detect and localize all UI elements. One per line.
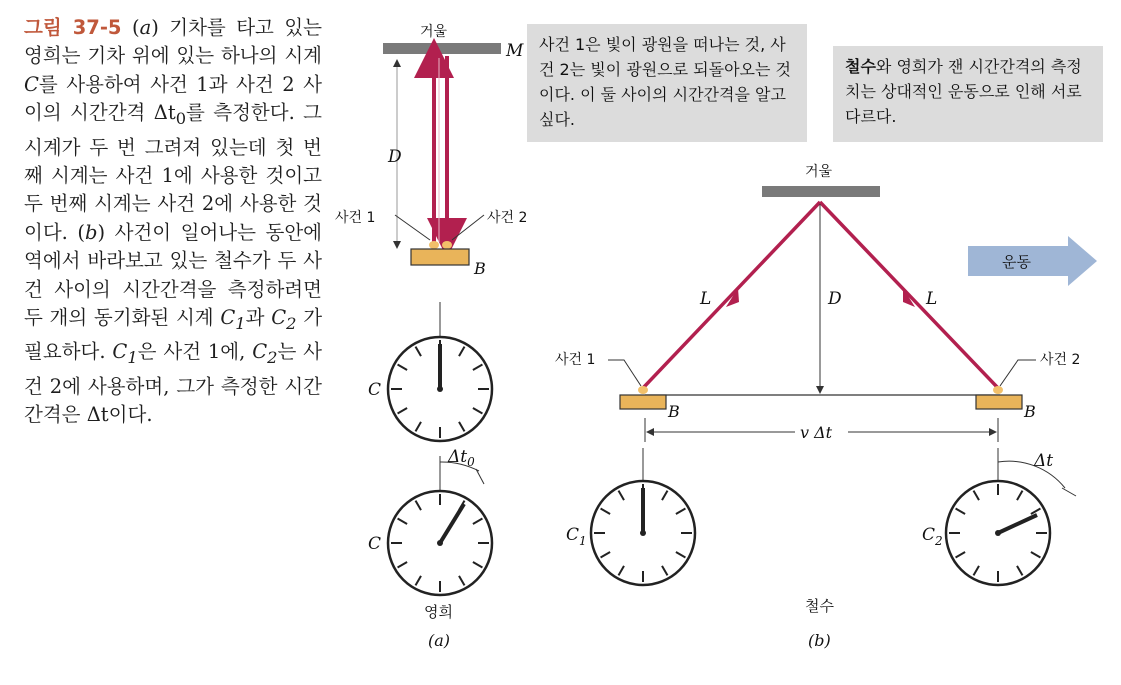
motion-label: 운동 [1002,253,1031,271]
diagram-b [555,163,1097,650]
caption-c2b: $C_2$ [252,340,278,368]
note-events: 사건 1은 빛이 광원을 떠나는 것, 사건 2는 빛이 광원으로 되돌아오는 것이다. 이 둘 사이의 시간간격을 알고 싶다. [527,24,807,142]
source-block-b2 [976,395,1022,409]
light-path-right [820,202,998,388]
note-bold-word: 철수 [845,57,876,76]
light-path-left [643,202,820,388]
caption-dt: Δt [86,402,109,426]
flash-b1 [638,386,648,394]
distance-label-b: D [828,289,842,309]
event1-pointer-a [395,215,430,240]
clock-label-a-bottom: C [368,534,382,554]
part-label-b: (b) [808,631,831,650]
event1-label-b: 사건 1 [555,352,596,368]
event2-label-b: 사건 2 [1040,352,1081,368]
note-rest: 와 영희가 잰 시간간격의 측정치는 상대적인 운동으로 인해 서로 다르다. [845,57,1082,126]
clock-label-c2: $C_2$ [922,525,943,548]
clock-a-bottom [388,491,492,595]
event2-pointer-b [1000,360,1036,386]
mirror-letter-m: M [506,41,524,61]
interval-tick-b [1062,488,1076,496]
mirror-b [762,186,880,197]
vdt-label: v Δt [800,423,833,442]
part-label-a: (a) [428,631,451,650]
path-label-left: L [700,289,712,309]
event1-label-a: 사건 1 [335,210,376,226]
clock-label-a-top: C [368,380,382,400]
source-label-b2: B [1024,402,1036,421]
diagram-a [335,23,527,650]
caption-text-5: 과 [245,305,265,329]
path-label-right: L [926,289,938,309]
caption-text-3: 를 측정한다. 그 시계가 두 번 그려져 있는데 첫 번째 시계는 사건 1에 사용한 것이고 두 번째 시계는 사건 2에 사용한 것이다. [24,101,322,244]
motion-arrow [968,236,1097,286]
event2-label-a: 사건 2 [487,210,528,226]
caption-c1b: $C_1$ [112,340,138,368]
caption-text-2: 를 사용하여 사건 1과 사건 2 사이의 시간간격 [24,72,322,125]
caption-text-9: 이다. [108,402,153,426]
clock-a-top [388,337,492,441]
person-b: 철수 [805,597,834,615]
flash-a2 [442,241,452,249]
caption-c1: $C_1$ [220,305,246,333]
event1-pointer-b [608,360,641,386]
caption-text-7: 은 사건 1에, [137,340,246,364]
person-a: 영희 [424,603,453,621]
clock-c1 [591,481,695,585]
caption-text-4: 사건이 일어나는 동안에 역에서 바라보고 있는 철수가 두 사건 사이의 시간간격을 측정하려면 두 개의 동기화된 시계 [24,220,322,329]
caption-c2: $C_2$ [271,305,297,333]
caption-clock-c: C [24,72,39,96]
event2-pointer-a [452,215,484,240]
mirror-label-b: 거울 [805,164,833,180]
figure-caption: 그림 37-5 (a) 기차를 타고 있는 영희는 기차 위에 있는 하나의 시계 C를 사용하여 사건 1과 사건 2 사이의 시간간격 $\Delta t_0$를 측정한다. 그 시계가 두 번 그려져 있는데 첫 번째 시계는 사건 1에 사용한 것이고 두 번째 시계는 사건 2에 사용한 것이다. (b) 사건이 일어나는 동안에 역에서 바라보고 있는 철수가 두 사건 사이의 시간간격을 측정하려면 두 개의 동기화된 시계 $C_1$과 $C_2$ 가 필요하다. $C_1$은 사건 1에, $C_2$는 사건 2에 사용하며, 그가 측정한 시간간격은 Δt이다. [24,16,323,426]
interval-tick-a [476,469,484,484]
interval-label-b: Δt [1034,451,1054,471]
clock-c2 [946,481,1050,585]
source-block-a [411,249,469,265]
source-label-b1: B [668,402,680,421]
figure-number: 그림 37-5 [24,16,122,39]
mirror-label-a: 거울 [420,24,448,40]
clock-label-c1: $C_1$ [566,525,587,548]
distance-label-a: D [388,147,402,167]
interval-label-a: $\Delta t_0$ [448,447,475,469]
flash-b2 [993,386,1003,394]
source-block-b1 [620,395,666,409]
caption-text-8: 는 사건 2에 사용하며, 그가 측정한 시간간격은 [24,340,322,426]
caption-text-6: 가 필요하다. [24,305,323,364]
mirror-a [383,43,501,54]
caption-dt0: $\Delta t_0$ [153,101,187,129]
part-b-ref: b [85,220,98,244]
flash-a1 [429,241,439,249]
source-label-a: B [474,259,486,278]
caption-text-1: 기차를 타고 있는 영희는 기차 위에 있는 하나의 시계 [24,16,322,68]
part-a-ref: a [139,16,152,39]
